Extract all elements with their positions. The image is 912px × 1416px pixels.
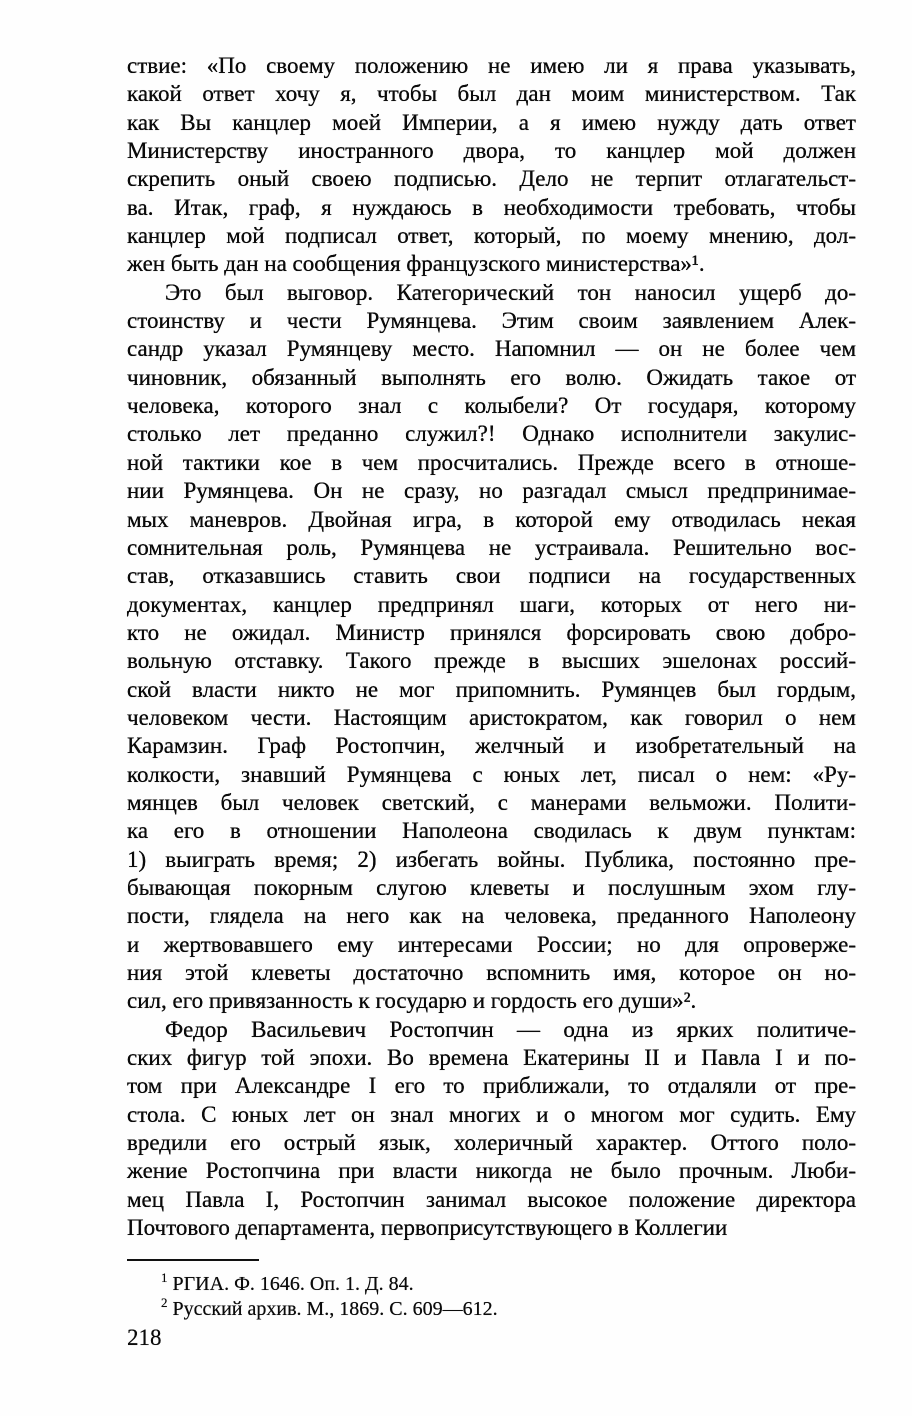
- text-line: чиновник, обязанный выполнять его волю. Ожидать такое от: [127, 364, 856, 390]
- text-line: столько лет преданно служил?! Однако исполнители закулис-: [127, 421, 856, 447]
- text-line: сандр указал Румянцеву место. Напомнил — он не более чем: [127, 336, 856, 362]
- text-line: человеком чести. Настоящим аристократом, как говорил о нем: [127, 704, 856, 730]
- paragraph: [127, 52, 856, 279]
- footnote-text: РГИА. Ф. 1646. Оп. 1. Д. 84.: [172, 1273, 414, 1295]
- paragraph: [127, 279, 856, 1016]
- text-line: Это был выговор. Категорический тон наносил ущерб до-: [165, 279, 856, 305]
- paragraph: [127, 1016, 856, 1243]
- text-line: пости, глядела на него как на человека, преданного Наполеону: [127, 903, 856, 929]
- text-line: ва. Итак, граф, я нуждаюсь в необходимости требовать, чтобы: [127, 194, 856, 220]
- text-line: нии Румянцева. Он не сразу, но разгадал смысл предпринимае-: [127, 478, 856, 504]
- text-line: жен быть дан на сообщения французского министерства»¹.: [127, 251, 705, 277]
- text-line: мец Павла I, Ростопчин занимал высокое положение директора: [127, 1186, 856, 1212]
- text-line: ских фигур той эпохи. Во времена Екатерины II и Павла I и по-: [127, 1045, 856, 1071]
- text-line: 1) выиграть время; 2) избегать войны. Публика, постоянно пре-: [127, 846, 856, 872]
- footnote-text: Русский архив. М., 1869. С. 609—612.: [172, 1298, 498, 1320]
- text-line: вредили его острый язык, холеричный характер. Оттого поло-: [127, 1130, 856, 1156]
- text-line: Федор Васильевич Ростопчин — одна из ярких политиче-: [165, 1016, 856, 1042]
- text-line: вольную отставку. Такого прежде в высших эшелонах россий-: [127, 648, 856, 674]
- footnotes: [127, 1272, 856, 1322]
- text-line: какой ответ хочу я, чтобы был дан моим министерством. Так: [127, 81, 856, 107]
- text-line: стола. С юных лет он знал многих и о многом мог судить. Ему: [127, 1101, 856, 1127]
- footnote-divider: [127, 1259, 259, 1261]
- page-number: 218: [127, 1325, 162, 1350]
- body-text: [127, 52, 856, 1242]
- text-line: стоинству и чести Румянцева. Этим своим заявлением Алек-: [127, 308, 856, 334]
- text-line: как Вы канцлер моей Империи, а я имею нужду дать ответ: [127, 109, 856, 135]
- text-line: сомнительная роль, Румянцева не устраивала. Решительно вос-: [127, 534, 856, 560]
- text-line: мых маневров. Двойная игра, в которой ему отводилась некая: [127, 506, 856, 532]
- text-line: ния этой клеветы достаточно вспомнить имя, которое он но-: [127, 960, 856, 985]
- text-line: Почтового департамента, первоприсутствующего в Коллегии: [127, 1215, 728, 1241]
- text-line: став, отказавшись ставить свои подписи на государственных: [127, 563, 856, 589]
- text-line: человека, которого знал с колыбели? От государя, которому: [127, 393, 856, 419]
- text-line: кто не ожидал. Министр принялся форсировать свою добро-: [127, 619, 856, 645]
- text-line: Карамзин. Граф Ростопчин, желчный и изобретательный на: [127, 733, 856, 759]
- text-line: документах, канцлер предпринял шаги, которых от него ни-: [127, 591, 856, 617]
- footnote: [127, 1297, 856, 1322]
- footnote-marker: 2: [161, 1295, 168, 1311]
- footnote: [127, 1272, 856, 1297]
- text-line: мянцев был человек светский, с манерами вельможи. Полити-: [127, 789, 856, 815]
- text-line: канцлер мой подписал ответ, который, по моему мнению, дол-: [127, 223, 856, 249]
- footnote-marker: 1: [161, 1270, 168, 1286]
- text-line: ствие: «По своему положению не имею ли я права указывать,: [127, 53, 856, 78]
- text-line: бывающая покорным слугою клеветы и послушным эхом глу-: [127, 874, 856, 900]
- text-line: жение Ростопчина при власти никогда не было прочным. Люби-: [127, 1158, 856, 1184]
- text-line: ка его в отношении Наполеона сводилась к двум пунктам:: [127, 818, 856, 844]
- text-line: Министерству иностранного двора, то канцлер мой должен: [127, 138, 856, 164]
- text-line: скрепить оный своею подписью. Дело не терпит отлагательст-: [127, 166, 856, 192]
- text-line: сил, его привязанность к государю и гордость его души»².: [127, 988, 697, 1014]
- text-line: и жертвовавшего ему интересами России; но для опроверже-: [127, 931, 856, 957]
- text-line: колкости, знавший Румянцева с юных лет, писал о нем: «Ру-: [127, 761, 856, 787]
- text-line: ской власти никто не мог припомнить. Румянцев был гордым,: [127, 676, 856, 702]
- text-line: ной тактики кое в чем просчитались. Прежде всего в отноше-: [127, 449, 856, 475]
- text-line: том при Александре I его то приближали, то отдаляли от пре-: [127, 1073, 856, 1099]
